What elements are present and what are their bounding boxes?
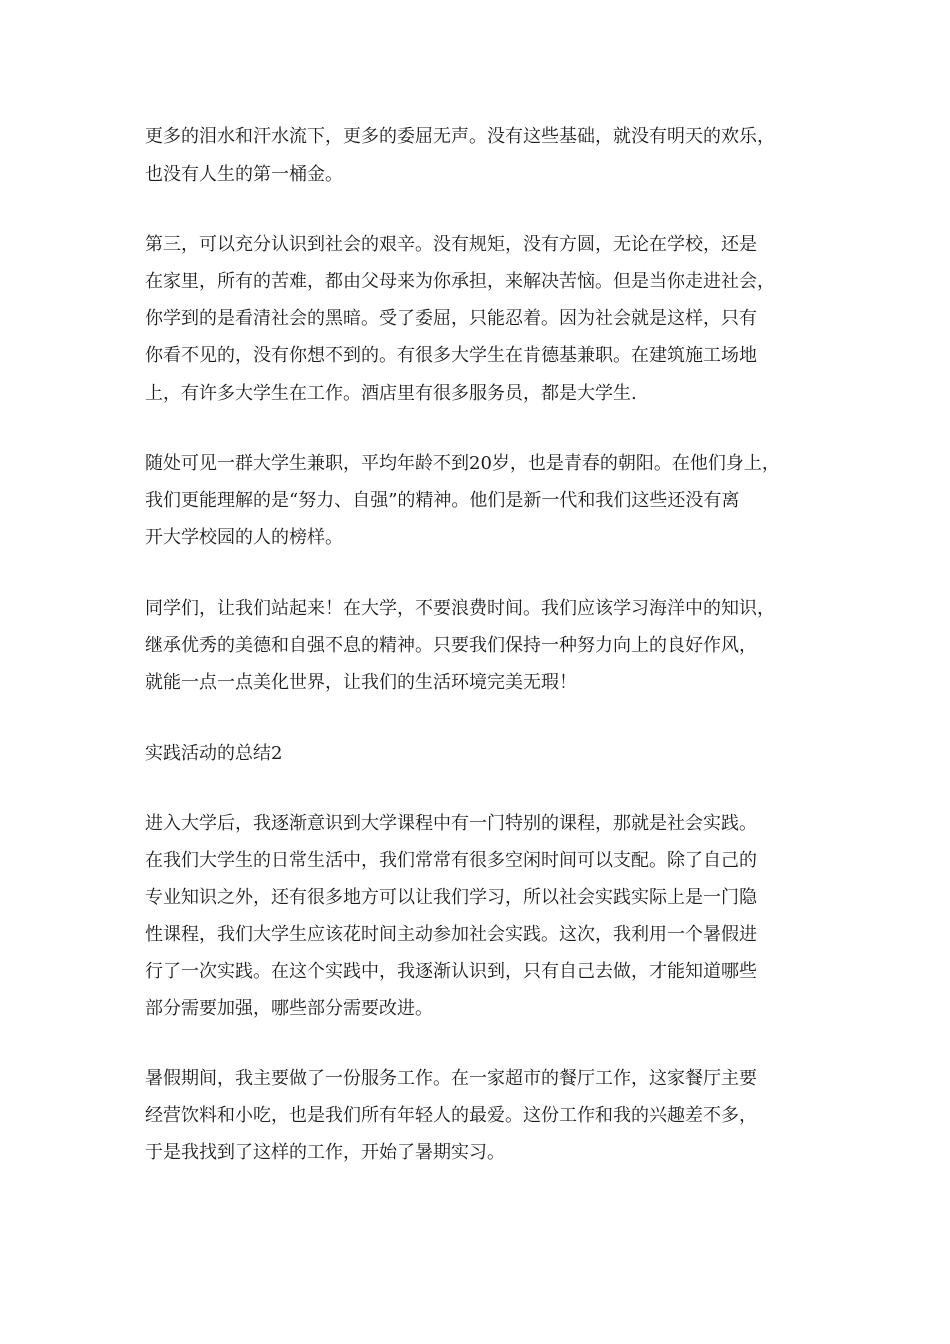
- paragraph-6-line-2: 经营饮料和小吃，也是我们所有年轻人的最爱。这份工作和我的兴趣差不多，: [145, 1105, 757, 1126]
- paragraph-5-line-2: 在我们大学生的日常生活中，我们常常有很多空闲时间可以支配。除了自己的: [145, 850, 757, 871]
- paragraph-3-line-3: 开大学校园的人的榜样。: [145, 527, 343, 548]
- paragraph-5-line-6: 部分需要加强，哪些部分需要改进。: [145, 998, 433, 1019]
- paragraph-2-line-5: 上，有许多大学生在工作。酒店里有很多服务员，都是大学生.: [145, 383, 637, 404]
- paragraph-4-line-3: 就能一点一点美化世界，让我们的生活环境完美无瑕！: [145, 672, 577, 693]
- paragraph-1-line-1: 更多的泪水和汗水流下，更多的委屈无声。没有这些基础，就没有明天的欢乐，: [145, 126, 775, 147]
- section-heading: 实践活动的总结2: [145, 743, 283, 764]
- paragraph-3-line-1: 随处可见一群大学生兼职，平均年龄不到20岁，也是青春的朝阳。在他们身上，: [145, 453, 780, 474]
- paragraph-5-line-5: 行了一次实践。在这个实践中，我逐渐认识到，只有自己去做，才能知道哪些: [145, 961, 757, 982]
- paragraph-5-line-4: 性课程，我们大学生应该花时间主动参加社会实践。这次，我利用一个暑假进: [145, 924, 757, 945]
- paragraph-2-line-4: 你看不见的，没有你想不到的。有很多大学生在肯德基兼职。在建筑施工场地: [145, 345, 757, 366]
- paragraph-6-line-1: 暑假期间，我主要做了一份服务工作。在一家超市的餐厅工作，这家餐厅主要: [145, 1068, 757, 1089]
- paragraph-4-line-1: 同学们，让我们站起来！在大学，不要浪费时间。我们应该学习海洋中的知识，: [145, 598, 775, 619]
- paragraph-6-line-3: 于是我找到了这样的工作，开始了暑期实习。: [145, 1142, 505, 1163]
- paragraph-1-line-2: 也没有人生的第一桶金。: [145, 164, 343, 185]
- paragraph-5-line-1: 进入大学后，我逐渐意识到大学课程中有一门特别的课程，那就是社会实践。: [145, 813, 757, 834]
- paragraph-4-line-2: 继承优秀的美德和自强不息的精神。只要我们保持一种努力向上的良好作风，: [145, 635, 757, 656]
- paragraph-2-line-3: 你学到的是看清社会的黑暗。受了委屈，只能忍着。因为社会就是这样，只有: [145, 308, 757, 329]
- paragraph-5-line-3: 专业知识之外，还有很多地方可以让我们学习，所以社会实践实际上是一门隐: [145, 887, 757, 908]
- paragraph-3-line-2: 我们更能理解的是“努力、自强”的精神。他们是新一代和我们这些还没有离: [145, 490, 740, 511]
- paragraph-2-line-2: 在家里，所有的苦难，都由父母来为你承担，来解决苦恼。但是当你走进社会，: [145, 271, 775, 292]
- paragraph-2-line-1: 第三，可以充分认识到社会的艰辛。没有规矩，没有方圆，无论在学校，还是: [145, 234, 757, 255]
